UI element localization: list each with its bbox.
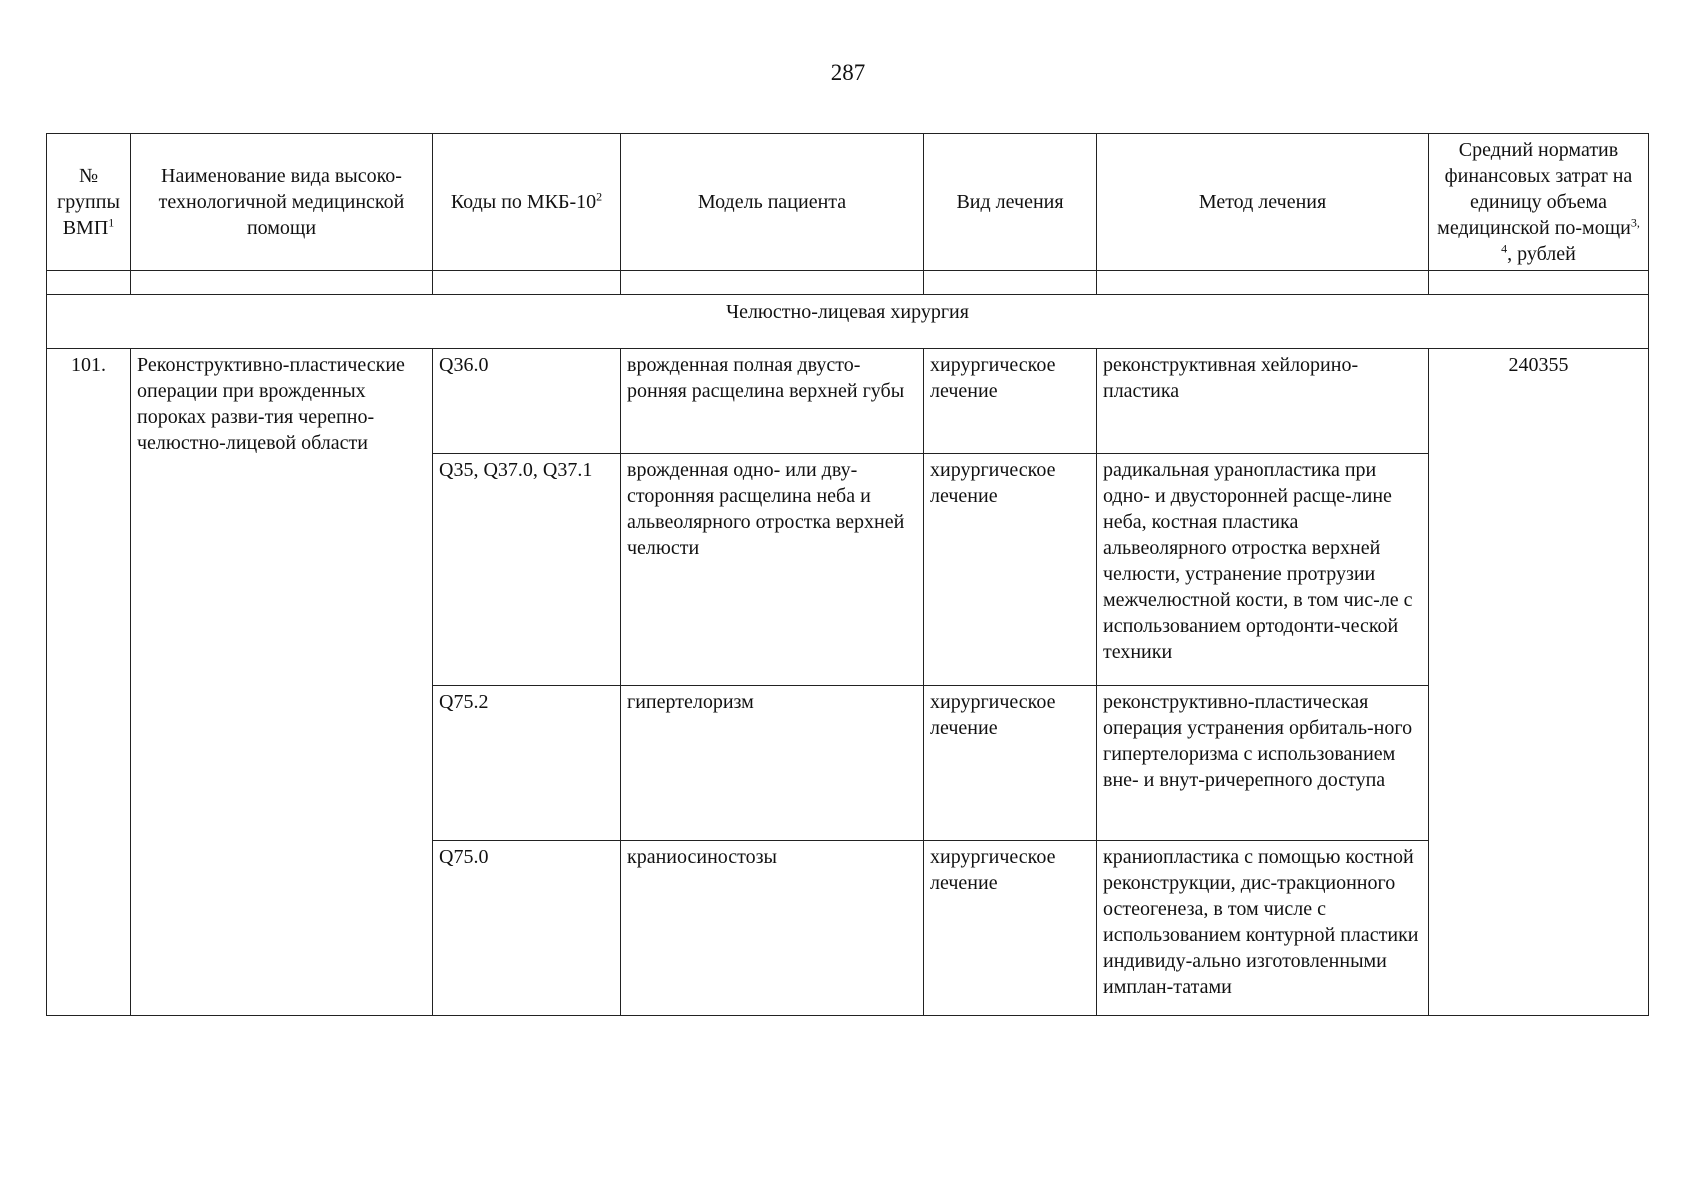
header-patient-model: Модель пациента (621, 134, 924, 271)
header-codes: Коды по МКБ-$10^2$ (433, 134, 621, 271)
row-patient-model: врожденная одно- или дву-сторонняя расщелина неба и альвеолярного отростка верхней челюсти (621, 454, 924, 686)
row-codes: Q75.0 (433, 841, 621, 1016)
row-treatment-type: хирургическое лечение (924, 454, 1097, 686)
header-name: Наименование вида высоко-технологичной медицинской помощи (131, 134, 433, 271)
group-cost: 240355 (1429, 349, 1649, 1016)
header-treatment-method: Метод лечения (1097, 134, 1429, 271)
header-treatment-type: Вид лечения (924, 134, 1097, 271)
row-treatment-method: краниопластика с помощью костной реконструкции, дис-тракционного остеогенеза, в том числе с использованием контурной пластики индивиду-ально изготовленными имплан-татами (1097, 841, 1429, 1016)
row-codes: Q36.0 (433, 349, 621, 454)
row-treatment-method: реконструктивная хейлорино-пластика (1097, 349, 1429, 454)
row-treatment-type: хирургическое лечение (924, 686, 1097, 841)
row-treatment-method: реконструктивно-пластическая операция устранения орбиталь-ного гипертелоризма с использованием вне- и внут-ричерепного доступа (1097, 686, 1429, 841)
row-treatment-type: хирургическое лечение (924, 349, 1097, 454)
row-patient-model: гипертелоризм (621, 686, 924, 841)
row-treatment-method: радикальная уранопластика при одно- и двусторонней расще-лине неба, костная пластика альвеолярного отростка верхней челюсти, устранение протрузии межчелюстной кости, в том чис-ле с использованием ортодонти-ческой техники (1097, 454, 1429, 686)
spacer-row (47, 271, 1649, 295)
group-name: Реконструктивно-пластические операции при врожденных пороках разви-тия черепно-челюстно-лицевой области (131, 349, 433, 1016)
row-codes: Q35, Q37.0, Q37.1 (433, 454, 621, 686)
row-codes: Q75.2 (433, 686, 621, 841)
section-row (47, 295, 1649, 349)
page-number: 287 (830, 60, 866, 85)
header-row (47, 134, 1649, 271)
row-patient-model: врожденная полная двусто-ронняя расщелина верхней губы (621, 349, 924, 454)
header-group-no: № группы ВМП$^1$ (47, 134, 131, 271)
row-patient-model: краниосиностозы (621, 841, 924, 1016)
section-title: Челюстно-лицевая хирургия (47, 295, 1649, 349)
header-cost: Средний норматив финансовых затрат на единицу объема медицинской по-мощи$^{3, 4}$, рублей (1429, 134, 1649, 271)
group-number: 101. (47, 349, 131, 1016)
table-row (47, 349, 1649, 454)
vmp-table (46, 133, 1649, 1016)
row-treatment-type: хирургическое лечение (924, 841, 1097, 1016)
